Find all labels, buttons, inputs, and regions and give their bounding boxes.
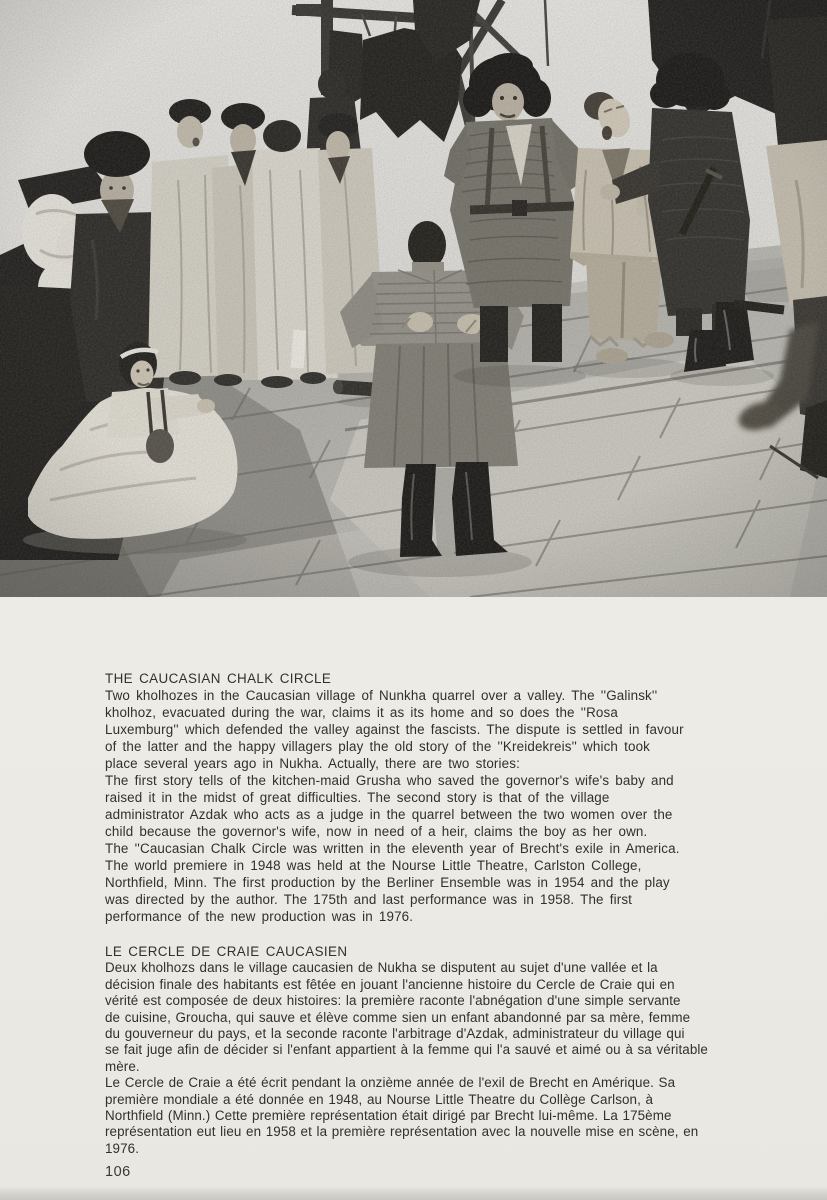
text-line: Northfield (Minn.) Cette première représentation était dirigé par Brecht lui-même. La 175ème xyxy=(105,1108,672,1124)
text-line: de cuisine, Groucha, qui sauve et élève comme sien un enfant abandonné par sa mère, femme xyxy=(105,1009,691,1025)
production-photo xyxy=(0,0,827,597)
text-line: 1976. xyxy=(105,1140,140,1156)
text-line: du gouverneur du pays, et la seconde raconte l'arbitrage d'Azdak, administrateur du village qui xyxy=(105,1026,685,1042)
production-photo-svg xyxy=(0,0,827,597)
french-title: LE CERCLE DE CRAIE CAUCASIEN xyxy=(105,944,348,959)
text-line: représentation eut lieu en 1958 et la première représentation avec la nouvelle mise en scène, en xyxy=(105,1124,699,1140)
english-section xyxy=(105,670,684,925)
text-line: Luxemburg'' which defended the valley against the fascists. The dispute is settled in favour xyxy=(105,722,684,737)
text-line: administrator Azdak who acts as a judge in the quarrel between the two women over the xyxy=(105,807,673,822)
english-title: THE CAUCASIAN CHALK CIRCLE xyxy=(105,671,332,686)
page-number: 106 xyxy=(105,1164,131,1180)
text-line: of the latter and the happy villagers play the old story of the ''Kreidekreis'' which took xyxy=(105,739,651,754)
text-line: mère. xyxy=(105,1058,140,1074)
text-line: se fait juge afin de décider si l'enfant appartient à la femme qui l'a sauvé et aimé ou à sa véritable xyxy=(105,1042,708,1058)
text-line: was directed by the author. The 175th and last performance was in 1958. The first xyxy=(105,892,633,907)
text-line: Northfield, Minn. The first production by the Berliner Ensemble was in 1954 and the play xyxy=(105,875,670,890)
text-line: The ''Caucasian Chalk Circle was written in the eleventh year of Brecht's exile in America. xyxy=(105,841,680,856)
english-body xyxy=(105,687,684,925)
text-line: vérité est composée de deux histoires: la première raconte l'abnégation d'une simple servante xyxy=(105,993,681,1009)
french-body xyxy=(105,960,708,1157)
text-line: Two kholhozes in the Caucasian village of Nunkha quarrel over a valley. The ''Galinsk'' xyxy=(105,688,658,703)
text-line: décision finale des habitants est fêtée en jouant l'ancienne histoire du Cercle de Craie qui en xyxy=(105,976,675,992)
french-section xyxy=(105,944,708,1157)
text-line: Deux kholhozs dans le village caucasien de Nukha se disputent au sujet d'une vallée et la xyxy=(105,960,658,976)
text-line: raised it in the midst of great difficulties. The second story is that of the village xyxy=(105,790,610,805)
text-line: première mondiale a été donnée en 1948, au Nourse Little Theatre du Collège Carlson, à xyxy=(105,1091,654,1107)
vignette-overlay xyxy=(0,0,827,597)
page-bottom-edge xyxy=(0,1186,827,1200)
text-line: The first story tells of the kitchen-maid Grusha who saved the governor's wife's baby and xyxy=(105,773,674,788)
text-line: child because the governor's wife, now in need of a heir, claims the boy as her own. xyxy=(105,824,648,839)
text-line: Le Cercle de Craie a été écrit pendant la onzième année de l'exil de Brecht en Amérique. Sa xyxy=(105,1075,676,1091)
text-line: performance of the new production was in 1976. xyxy=(105,909,414,924)
text-line: kholhoz, evacuated during the war, claims it as its home and so does the ''Rosa xyxy=(105,705,618,720)
text-line: The world premiere in 1948 was held at the Nourse Little Theatre, Carlston College, xyxy=(105,858,642,873)
text-line: place several years ago in Nukha. Actually, there are two stories: xyxy=(105,756,520,771)
